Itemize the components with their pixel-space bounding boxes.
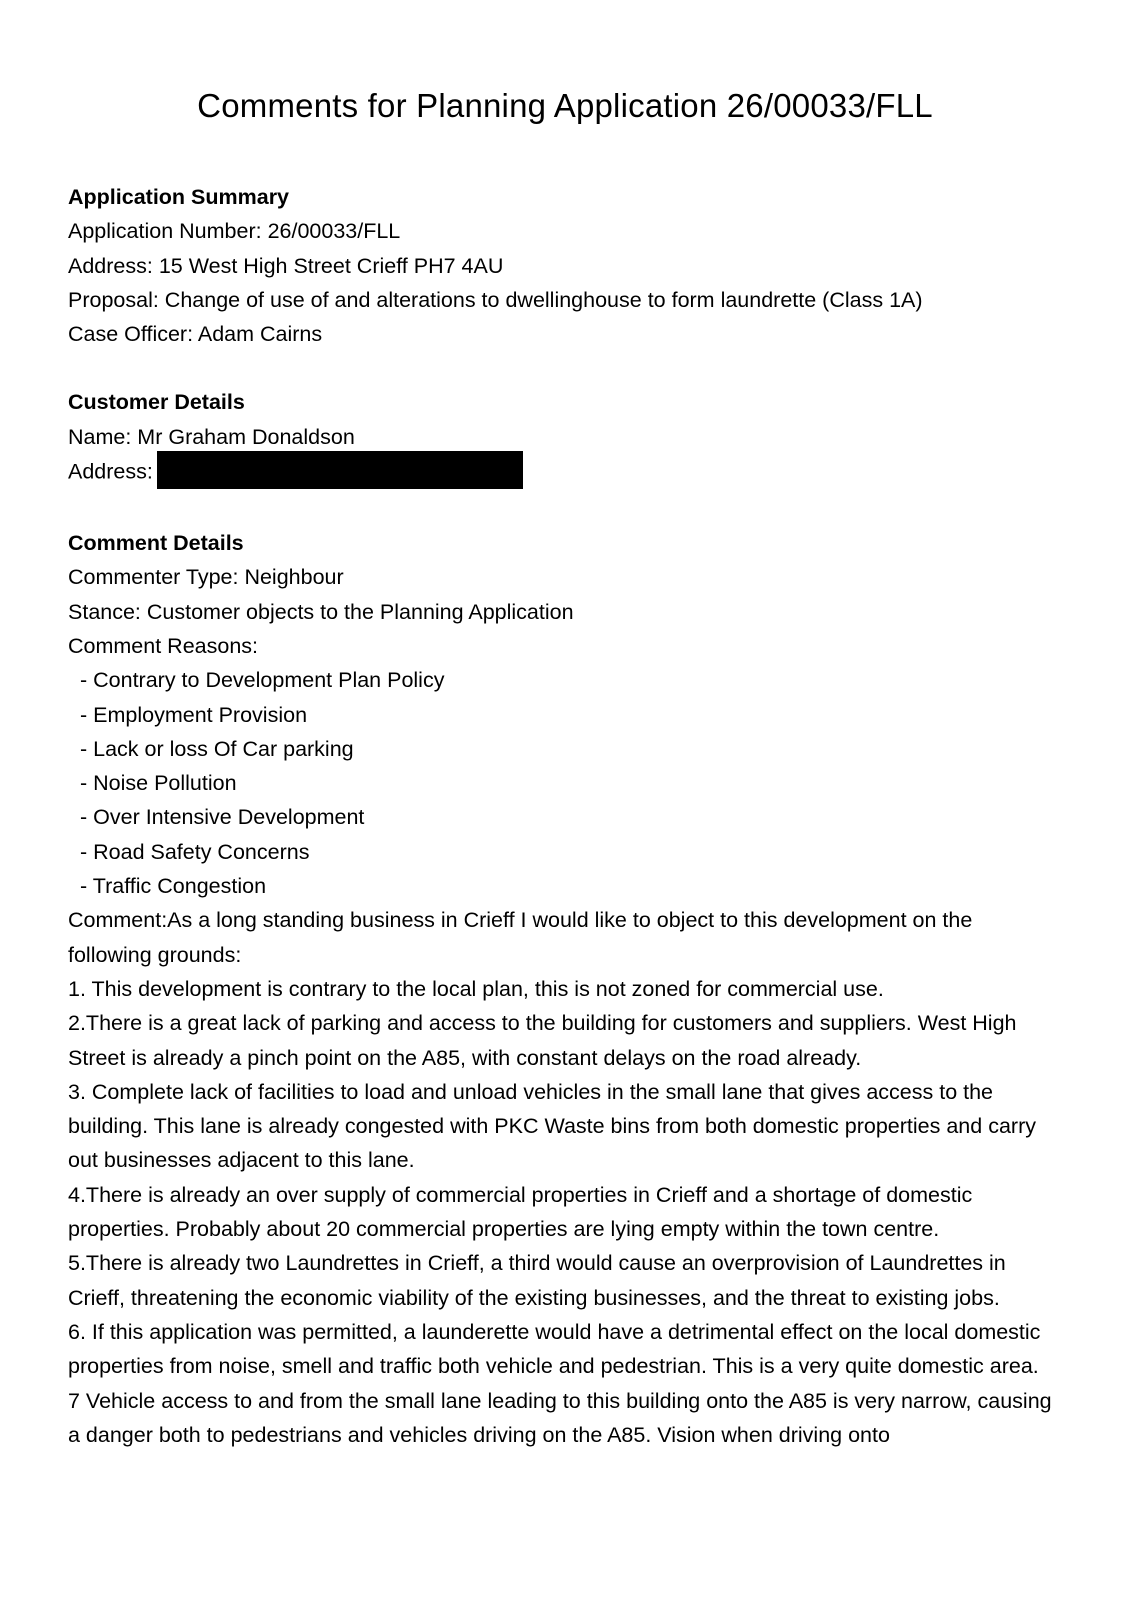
customer-details-section [68, 385, 1058, 492]
comment-reasons-label: Comment Reasons: [68, 633, 258, 658]
application-summary-section [68, 180, 1058, 351]
section-spacer [68, 351, 1058, 385]
application-number: Application Number: 26/00033/FLL [68, 219, 401, 244]
comment-reason-item: - Road Safety Concerns [80, 839, 310, 864]
customer-name: Name: Mr Graham Donaldson [68, 424, 355, 449]
comment-point: 1. This development is contrary to the local plan, this is not zoned for commercial use. [68, 976, 884, 1001]
comment-details-section [68, 526, 1058, 1452]
comment-point: 4.There is already an over supply of commercial properties in Crieff and a shortage of domestic properties. Probably about 20 commercial properties are lying empty within the town centre. [68, 1182, 973, 1242]
page-title: Comments for Planning Application 26/00033/FLL [197, 87, 933, 124]
commenter-type: Commenter Type: Neighbour [68, 565, 344, 590]
comment-reason-item: - Lack or loss Of Car parking [80, 736, 354, 761]
comment-point: 6. If this application was permitted, a launderette would have a detrimental effect on the local domestic properties from noise, smell and traffic both vehicle and pedestrian. This is a very quite domestic area. [68, 1319, 1041, 1379]
comment-reason-item: - Over Intensive Development [80, 805, 365, 830]
comment-point: 5.There is already two Laundrettes in Crieff, a third would cause an overprovision of Laundrettes in Crieff, threatening the economic viability of the existing businesses, and the threat to existing jobs. [68, 1251, 1006, 1310]
comment-point: 7 Vehicle access to and from the small lane leading to this building onto the A85 is very narrow, causing a danger both to pedestrians and vehicles driving on the A85. Vision when driving onto [68, 1388, 1052, 1447]
case-officer: Case Officer: Adam Cairns [68, 322, 323, 347]
application-proposal: Proposal: Change of use of and alterations to dwellinghouse to form laundrette (Class 1A) [68, 287, 923, 312]
stance: Stance: Customer objects to the Planning Application [68, 599, 574, 624]
comment-reason-item: - Noise Pollution [80, 771, 237, 796]
application-summary-heading: Application Summary [68, 185, 290, 209]
document-body [68, 180, 1058, 1452]
comment-point: 2.There is a great lack of parking and access to the building for customers and suppliers. West High Street is already a pinch point on the A85, with constant delays on the road already. [68, 1011, 1017, 1070]
comment-reasons-list [68, 663, 1058, 903]
comment-intro: Comment:As a long standing business in Crieff I would like to object to this development on the following grounds: [68, 908, 973, 967]
section-spacer [68, 492, 1058, 526]
comment-point: 3. Complete lack of facilities to load and unload vehicles in the small lane that gives access to the building. This lane is already congested with PKC Waste bins from both domestic properties and carry out businesses adjacent to this lane. [68, 1079, 1036, 1173]
comment-reason-item: - Employment Provision [80, 702, 308, 727]
comment-details-heading: Comment Details [68, 531, 244, 556]
redaction-block [157, 451, 523, 489]
application-address: Address: 15 West High Street Crieff PH7 4AU [68, 253, 504, 278]
customer-address-row [68, 454, 1058, 492]
comment-reason-item: - Traffic Congestion [80, 874, 267, 899]
customer-address-label: Address: [68, 459, 153, 484]
comment-reason-item: - Contrary to Development Plan Policy [80, 668, 445, 693]
customer-details-heading: Customer Details [68, 390, 245, 415]
